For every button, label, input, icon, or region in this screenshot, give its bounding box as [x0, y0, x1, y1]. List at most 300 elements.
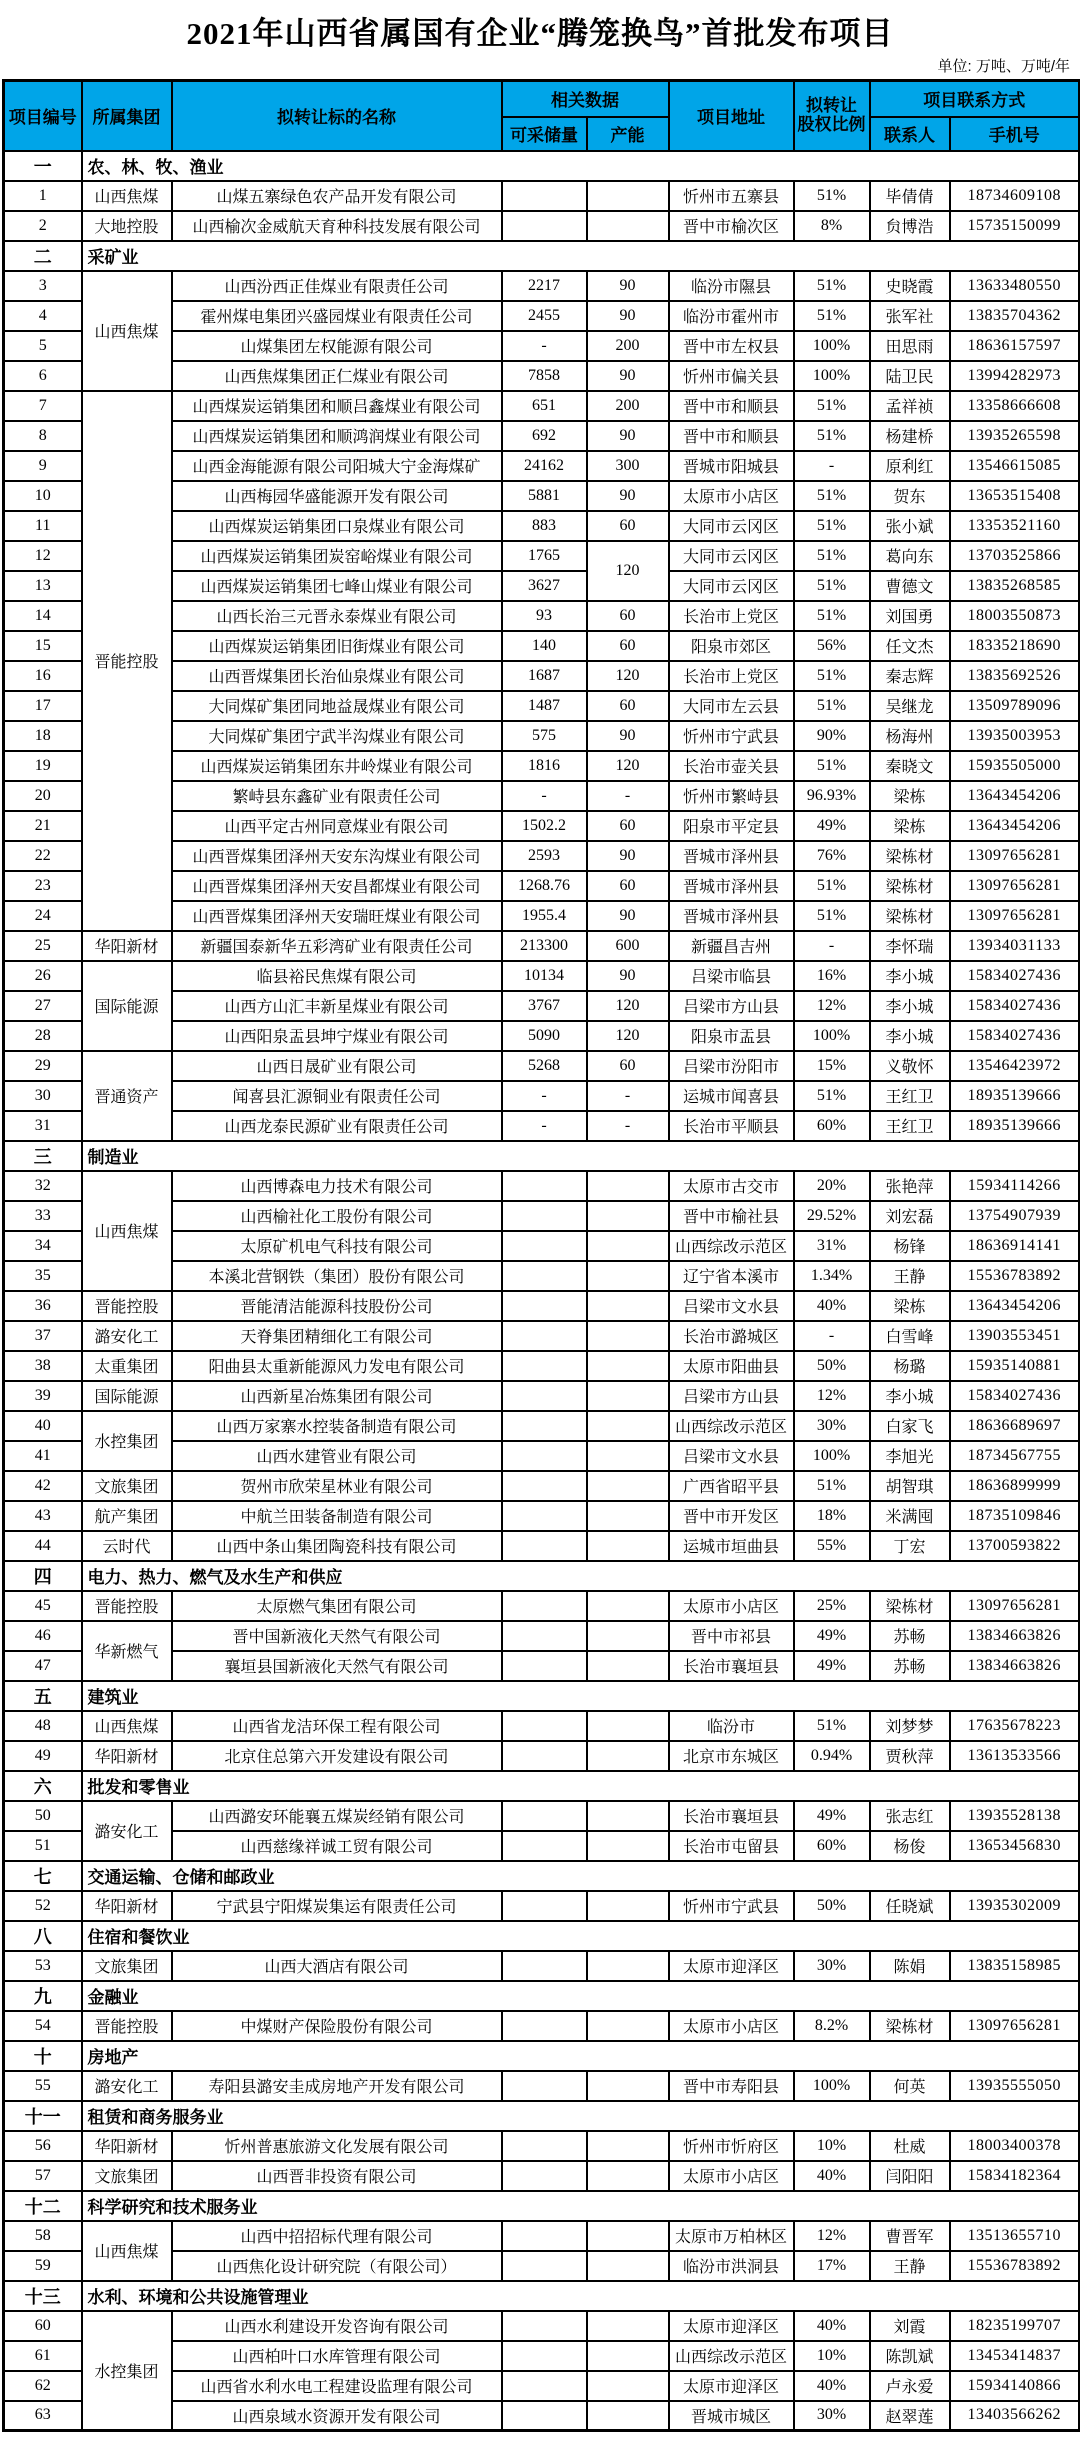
- cell-phone: 15834027436: [950, 961, 1080, 991]
- cell-project-no: 58: [4, 2221, 82, 2251]
- cell-contact: 苏畅: [870, 1651, 950, 1681]
- cell-ratio: 18%: [794, 1501, 870, 1531]
- cell-address: 临汾市: [669, 1711, 794, 1741]
- cell-address: 阳泉市平定县: [669, 811, 794, 841]
- cell-address: 太原市迎泽区: [669, 1951, 794, 1981]
- cell-project-no: 34: [4, 1231, 82, 1261]
- cell-phone: 17635678223: [950, 1711, 1080, 1741]
- cell-target-name: 山西龙泰民源矿业有限责任公司: [172, 1111, 502, 1141]
- cell-phone: 13835268585: [950, 571, 1080, 601]
- cell-group: 晋能控股: [82, 391, 172, 931]
- section-number: 九: [4, 1981, 82, 2011]
- cell-group: 航产集团: [82, 1501, 172, 1531]
- section-number: 十二: [4, 2191, 82, 2221]
- cell-project-no: 61: [4, 2341, 82, 2371]
- section-number: 七: [4, 1861, 82, 1891]
- cell-phone: 15934140866: [950, 2371, 1080, 2401]
- cell-project-no: 22: [4, 841, 82, 871]
- cell-phone: 13546423972: [950, 1051, 1080, 1081]
- cell-contact: 毕倩倩: [870, 181, 950, 211]
- cell-target-name: 山西晋煤集团长治仙泉煤业有限公司: [172, 661, 502, 691]
- cell-reserve: [502, 1261, 587, 1291]
- cell-group: 华阳新材: [82, 2131, 172, 2161]
- cell-phone: 13835692526: [950, 661, 1080, 691]
- cell-phone: 13643454206: [950, 811, 1080, 841]
- cell-ratio: 51%: [794, 1711, 870, 1741]
- cell-group: 国际能源: [82, 961, 172, 1051]
- cell-contact: 李旭光: [870, 1441, 950, 1471]
- cell-phone: 13097656281: [950, 841, 1080, 871]
- cell-ratio: 29.52%: [794, 1201, 870, 1231]
- cell-ratio: 31%: [794, 1231, 870, 1261]
- cell-phone: 13835158985: [950, 1951, 1080, 1981]
- cell-contact: 陆卫民: [870, 361, 950, 391]
- cell-reserve: 10134: [502, 961, 587, 991]
- cell-contact: 任文杰: [870, 631, 950, 661]
- cell-reserve: 7858: [502, 361, 587, 391]
- cell-capacity: [587, 1621, 669, 1651]
- cell-phone: 15935140881: [950, 1351, 1080, 1381]
- cell-phone: 13834663826: [950, 1621, 1080, 1651]
- cell-target-name: 新疆国泰新华五彩湾矿业有限责任公司: [172, 931, 502, 961]
- cell-contact: 李怀瑞: [870, 931, 950, 961]
- cell-target-name: 山西煤炭运销集团炭窑峪煤业有限公司: [172, 541, 502, 571]
- cell-phone: 15536783892: [950, 1261, 1080, 1291]
- cell-capacity: 90: [587, 421, 669, 451]
- cell-ratio: 50%: [794, 1351, 870, 1381]
- cell-target-name: 山西焦煤集团正仁煤业有限公司: [172, 361, 502, 391]
- cell-phone: 13097656281: [950, 1591, 1080, 1621]
- cell-contact: 张小斌: [870, 511, 950, 541]
- cell-group: 大地控股: [82, 211, 172, 241]
- cell-phone: 13653515408: [950, 481, 1080, 511]
- cell-ratio: 10%: [794, 2131, 870, 2161]
- cell-target-name: 霍州煤电集团兴盛园煤业有限责任公司: [172, 301, 502, 331]
- cell-contact: 义敬怀: [870, 1051, 950, 1081]
- cell-phone: 13633480550: [950, 271, 1080, 301]
- table-row: [4, 1291, 1080, 1321]
- section-row: [4, 1681, 1080, 1711]
- cell-contact: 王静: [870, 1261, 950, 1291]
- cell-reserve: [502, 1201, 587, 1231]
- cell-contact: 秦晓文: [870, 751, 950, 781]
- cell-target-name: 贺州市欣荣星林业有限公司: [172, 1471, 502, 1501]
- cell-address: 阳泉市盂县: [669, 1021, 794, 1051]
- cell-group: 文旅集团: [82, 1471, 172, 1501]
- cell-group: 华阳新材: [82, 931, 172, 961]
- col-header-group: 所属集团: [82, 81, 172, 151]
- cell-reserve: 883: [502, 511, 587, 541]
- cell-ratio: 100%: [794, 331, 870, 361]
- cell-ratio: 51%: [794, 901, 870, 931]
- cell-project-no: 11: [4, 511, 82, 541]
- cell-contact: 白家飞: [870, 1411, 950, 1441]
- cell-address: 晋城市泽州县: [669, 871, 794, 901]
- cell-target-name: 山西柏叶口水库管理有限公司: [172, 2341, 502, 2371]
- cell-capacity: 120: [587, 1021, 669, 1051]
- cell-capacity: [587, 1411, 669, 1441]
- cell-phone: 13994282973: [950, 361, 1080, 391]
- cell-ratio: 51%: [794, 571, 870, 601]
- cell-project-no: 18: [4, 721, 82, 751]
- cell-project-no: 14: [4, 601, 82, 631]
- cell-contact: 米满囤: [870, 1501, 950, 1531]
- cell-address: 辽宁省本溪市: [669, 1261, 794, 1291]
- cell-ratio: -: [794, 931, 870, 961]
- table-row: [4, 961, 1080, 991]
- cell-ratio: 51%: [794, 871, 870, 901]
- cell-contact: 梁栋材: [870, 2011, 950, 2041]
- section-row: [4, 2101, 1080, 2131]
- cell-project-no: 2: [4, 211, 82, 241]
- cell-target-name: 天脊集团精细化工有限公司: [172, 1321, 502, 1351]
- cell-ratio: 30%: [794, 1411, 870, 1441]
- table-row: [4, 1471, 1080, 1501]
- section-number: 二: [4, 241, 82, 271]
- cell-contact: 贺东: [870, 481, 950, 511]
- col-header-address: 项目地址: [669, 81, 794, 151]
- cell-group: 太重集团: [82, 1351, 172, 1381]
- cell-target-name: 中煤财产保险股份有限公司: [172, 2011, 502, 2041]
- cell-phone: 13935555050: [950, 2071, 1080, 2101]
- section-title: 建筑业: [82, 1681, 1080, 1711]
- cell-address: 晋中市和顺县: [669, 421, 794, 451]
- cell-address: 晋中市左权县: [669, 331, 794, 361]
- cell-ratio: 51%: [794, 751, 870, 781]
- cell-reserve: [502, 1891, 587, 1921]
- cell-target-name: 山西大酒店有限公司: [172, 1951, 502, 1981]
- cell-target-name: 山西金海能源有限公司阳城大宁金海煤矿: [172, 451, 502, 481]
- cell-address: 太原市万柏林区: [669, 2221, 794, 2251]
- cell-capacity: [587, 1801, 669, 1831]
- cell-address: 山西综改示范区: [669, 1411, 794, 1441]
- table-row: [4, 1351, 1080, 1381]
- section-row: [4, 1921, 1080, 1951]
- cell-capacity: 120: [587, 991, 669, 1021]
- cell-project-no: 62: [4, 2371, 82, 2401]
- cell-phone: 18735109846: [950, 1501, 1080, 1531]
- cell-phone: 13353521160: [950, 511, 1080, 541]
- cell-phone: 15834027436: [950, 991, 1080, 1021]
- cell-reserve: [502, 1501, 587, 1531]
- cell-target-name: 山西梅园华盛能源开发有限公司: [172, 481, 502, 511]
- page-title: 2021年山西省属国有企业“腾笼换鸟”首批发布项目: [186, 16, 894, 51]
- cell-phone: 13097656281: [950, 901, 1080, 931]
- cell-target-name: 北京住总第六开发建设有限公司: [172, 1741, 502, 1771]
- cell-project-no: 9: [4, 451, 82, 481]
- cell-capacity: 120: [587, 661, 669, 691]
- cell-target-name: 山西博森电力技术有限公司: [172, 1171, 502, 1201]
- cell-phone: 13935528138: [950, 1801, 1080, 1831]
- cell-capacity: [587, 1381, 669, 1411]
- cell-address: 忻州市宁武县: [669, 1891, 794, 1921]
- section-title: 房地产: [82, 2041, 1080, 2071]
- cell-phone: 13513655710: [950, 2221, 1080, 2251]
- cell-target-name: 山西省水利水电工程建设监理有限公司: [172, 2371, 502, 2401]
- col-header-person: 联系人: [870, 117, 950, 151]
- cell-phone: 15834027436: [950, 1381, 1080, 1411]
- cell-target-name: 山煤集团左权能源有限公司: [172, 331, 502, 361]
- table-row: [4, 1801, 1080, 1831]
- cell-project-no: 16: [4, 661, 82, 691]
- cell-capacity: [587, 1351, 669, 1381]
- cell-capacity: [587, 2251, 669, 2281]
- cell-ratio: 40%: [794, 2371, 870, 2401]
- cell-contact: 王红卫: [870, 1111, 950, 1141]
- cell-capacity: [587, 1651, 669, 1681]
- cell-project-no: 7: [4, 391, 82, 421]
- cell-target-name: 山西泉域水资源开发有限公司: [172, 2401, 502, 2431]
- cell-contact: 卢永爱: [870, 2371, 950, 2401]
- cell-reserve: 2593: [502, 841, 587, 871]
- cell-address: 吕梁市方山县: [669, 991, 794, 1021]
- section-number: 六: [4, 1771, 82, 1801]
- cell-capacity: [587, 1261, 669, 1291]
- cell-contact: 王静: [870, 2251, 950, 2281]
- cell-ratio: 51%: [794, 301, 870, 331]
- cell-capacity: 90: [587, 901, 669, 931]
- cell-capacity: -: [587, 1111, 669, 1141]
- cell-capacity: -: [587, 781, 669, 811]
- cell-phone: 15834182364: [950, 2161, 1080, 2191]
- cell-reserve: 1502.2: [502, 811, 587, 841]
- table-row: [4, 211, 1080, 241]
- cell-contact: 梁栋: [870, 781, 950, 811]
- cell-group: 山西焦煤: [82, 271, 172, 391]
- cell-target-name: 山西慈缘祥诚工贸有限公司: [172, 1831, 502, 1861]
- cell-group: 水控集团: [82, 1411, 172, 1471]
- cell-contact: 丁宏: [870, 1531, 950, 1561]
- cell-contact: 张艳萍: [870, 1171, 950, 1201]
- cell-reserve: 1816: [502, 751, 587, 781]
- cell-phone: 18935139666: [950, 1081, 1080, 1111]
- cell-project-no: 53: [4, 1951, 82, 1981]
- cell-group: 潞安化工: [82, 1321, 172, 1351]
- cell-reserve: 24162: [502, 451, 587, 481]
- cell-project-no: 59: [4, 2251, 82, 2281]
- cell-ratio: 76%: [794, 841, 870, 871]
- section-number: 四: [4, 1561, 82, 1591]
- cell-address: 太原市阳曲县: [669, 1351, 794, 1381]
- cell-capacity: [587, 1441, 669, 1471]
- cell-target-name: 寿阳县潞安圭成房地产开发有限公司: [172, 2071, 502, 2101]
- cell-reserve: [502, 1381, 587, 1411]
- cell-phone: 13358666608: [950, 391, 1080, 421]
- cell-phone: 13754907939: [950, 1201, 1080, 1231]
- cell-ratio: 50%: [794, 1891, 870, 1921]
- cell-ratio: 55%: [794, 1531, 870, 1561]
- cell-address: 新疆昌吉州: [669, 931, 794, 961]
- section-row: [4, 1981, 1080, 2011]
- cell-contact: 杨锋: [870, 1231, 950, 1261]
- cell-contact: 白雪峰: [870, 1321, 950, 1351]
- cell-phone: 18235199707: [950, 2311, 1080, 2341]
- cell-project-no: 8: [4, 421, 82, 451]
- cell-phone: 13546615085: [950, 451, 1080, 481]
- cell-contact: 胡智琪: [870, 1471, 950, 1501]
- cell-phone: 13903553451: [950, 1321, 1080, 1351]
- cell-ratio: -: [794, 451, 870, 481]
- cell-address: 长治市平顺县: [669, 1111, 794, 1141]
- cell-ratio: 100%: [794, 1021, 870, 1051]
- table-row: [4, 1381, 1080, 1411]
- cell-project-no: 50: [4, 1801, 82, 1831]
- cell-project-no: 4: [4, 301, 82, 331]
- cell-ratio: 51%: [794, 661, 870, 691]
- section-title: 金融业: [82, 1981, 1080, 2011]
- section-title: 科学研究和技术服务业: [82, 2191, 1080, 2221]
- cell-target-name: 山西水利建设开发咨询有限公司: [172, 2311, 502, 2341]
- cell-reserve: 1955.4: [502, 901, 587, 931]
- cell-capacity: [587, 2131, 669, 2161]
- section-row: [4, 1861, 1080, 1891]
- cell-contact: 杨海州: [870, 721, 950, 751]
- cell-project-no: 45: [4, 1591, 82, 1621]
- cell-address: 运城市闻喜县: [669, 1081, 794, 1111]
- section-number: 三: [4, 1141, 82, 1171]
- cell-reserve: [502, 1651, 587, 1681]
- cell-project-no: 27: [4, 991, 82, 1021]
- section-row: [4, 1561, 1080, 1591]
- cell-reserve: [502, 2161, 587, 2191]
- table-row: [4, 1711, 1080, 1741]
- cell-project-no: 36: [4, 1291, 82, 1321]
- cell-reserve: 3767: [502, 991, 587, 1021]
- cell-project-no: 17: [4, 691, 82, 721]
- cell-target-name: 山西煤炭运销集团东井岭煤业有限公司: [172, 751, 502, 781]
- cell-group: 华新燃气: [82, 1621, 172, 1681]
- cell-project-no: 49: [4, 1741, 82, 1771]
- col-header-capacity: 产能: [587, 117, 669, 151]
- cell-capacity: 60: [587, 811, 669, 841]
- table-row: [4, 1321, 1080, 1351]
- table-body: [4, 151, 1080, 2431]
- cell-address: 山西综改示范区: [669, 2341, 794, 2371]
- col-header-related-data: 相关数据: [502, 81, 669, 117]
- section-title: 制造业: [82, 1141, 1080, 1171]
- cell-address: 大同市云冈区: [669, 571, 794, 601]
- cell-reserve: [502, 2401, 587, 2431]
- cell-ratio: 30%: [794, 1951, 870, 1981]
- cell-reserve: 1487: [502, 691, 587, 721]
- cell-target-name: 山西中招招标代理有限公司: [172, 2221, 502, 2251]
- cell-contact: 杨俊: [870, 1831, 950, 1861]
- table-row: [4, 1501, 1080, 1531]
- table-row: [4, 1171, 1080, 1201]
- cell-phone: 18335218690: [950, 631, 1080, 661]
- col-header-contact-info: 项目联系方式: [870, 81, 1080, 117]
- cell-address: 忻州市宁武县: [669, 721, 794, 751]
- cell-ratio: 51%: [794, 1081, 870, 1111]
- section-row: [4, 1771, 1080, 1801]
- section-title: 电力、热力、燃气及水生产和供应: [82, 1561, 1080, 1591]
- cell-target-name: 山西晋非投资有限公司: [172, 2161, 502, 2191]
- cell-reserve: 93: [502, 601, 587, 631]
- table-row: [4, 2011, 1080, 2041]
- cell-reserve: 1765: [502, 541, 587, 571]
- cell-address: 太原市古交市: [669, 1171, 794, 1201]
- cell-address: 临汾市隰县: [669, 271, 794, 301]
- cell-phone: 13509789096: [950, 691, 1080, 721]
- cell-address: 忻州市忻府区: [669, 2131, 794, 2161]
- cell-reserve: [502, 1171, 587, 1201]
- cell-project-no: 10: [4, 481, 82, 511]
- cell-group: 潞安化工: [82, 2071, 172, 2101]
- cell-target-name: 山西煤炭运销集团和顺鸿润煤业有限公司: [172, 421, 502, 451]
- cell-project-no: 44: [4, 1531, 82, 1561]
- cell-contact: 张志红: [870, 1801, 950, 1831]
- cell-reserve: [502, 2011, 587, 2041]
- cell-target-name: 山西万家寨水控装备制造有限公司: [172, 1411, 502, 1441]
- cell-contact: 梁栋材: [870, 1591, 950, 1621]
- cell-reserve: 1268.76: [502, 871, 587, 901]
- cell-project-no: 46: [4, 1621, 82, 1651]
- cell-contact: 田思雨: [870, 331, 950, 361]
- cell-ratio: 1.34%: [794, 1261, 870, 1291]
- cell-contact: 孟祥祯: [870, 391, 950, 421]
- cell-phone: 18636157597: [950, 331, 1080, 361]
- cell-reserve: [502, 2071, 587, 2101]
- cell-capacity: 60: [587, 691, 669, 721]
- cell-reserve: [502, 1591, 587, 1621]
- cell-contact: 王红卫: [870, 1081, 950, 1111]
- cell-capacity: [587, 2401, 669, 2431]
- cell-project-no: 24: [4, 901, 82, 931]
- cell-ratio: 17%: [794, 2251, 870, 2281]
- cell-group: 晋通资产: [82, 1051, 172, 1141]
- section-row: [4, 151, 1080, 181]
- cell-project-no: 32: [4, 1171, 82, 1201]
- cell-phone: 18003400378: [950, 2131, 1080, 2161]
- section-number: 十: [4, 2041, 82, 2071]
- cell-phone: 18734567755: [950, 1441, 1080, 1471]
- cell-phone: 13835704362: [950, 301, 1080, 331]
- cell-project-no: 60: [4, 2311, 82, 2341]
- table-row: [4, 2071, 1080, 2101]
- cell-reserve: [502, 2131, 587, 2161]
- cell-reserve: [502, 1621, 587, 1651]
- cell-ratio: 90%: [794, 721, 870, 751]
- cell-phone: 13703525866: [950, 541, 1080, 571]
- cell-contact: 陈凯斌: [870, 2341, 950, 2371]
- cell-group: 山西焦煤: [82, 1171, 172, 1291]
- cell-contact: 任晓斌: [870, 1891, 950, 1921]
- cell-target-name: 山西煤炭运销集团和顺吕鑫煤业有限公司: [172, 391, 502, 421]
- cell-capacity: [587, 2071, 669, 2101]
- cell-reserve: [502, 1531, 587, 1561]
- cell-target-name: 临县裕民焦煤有限公司: [172, 961, 502, 991]
- cell-ratio: 100%: [794, 2071, 870, 2101]
- cell-reserve: -: [502, 331, 587, 361]
- cell-reserve: 3627: [502, 571, 587, 601]
- cell-target-name: 阳曲县太重新能源风力发电有限公司: [172, 1351, 502, 1381]
- section-number: 十三: [4, 2281, 82, 2311]
- cell-ratio: 51%: [794, 691, 870, 721]
- section-title: 水利、环境和公共设施管理业: [82, 2281, 1080, 2311]
- cell-capacity: [587, 1591, 669, 1621]
- cell-project-no: 3: [4, 271, 82, 301]
- cell-contact: 张军社: [870, 301, 950, 331]
- cell-target-name: 山西平定古州同意煤业有限公司: [172, 811, 502, 841]
- cell-group: 文旅集团: [82, 2161, 172, 2191]
- cell-capacity: [587, 211, 669, 241]
- section-title: 采矿业: [82, 241, 1080, 271]
- cell-capacity: 90: [587, 301, 669, 331]
- cell-address: 太原市小店区: [669, 2161, 794, 2191]
- cell-capacity: [587, 181, 669, 211]
- cell-reserve: [502, 181, 587, 211]
- cell-capacity: [587, 1951, 669, 1981]
